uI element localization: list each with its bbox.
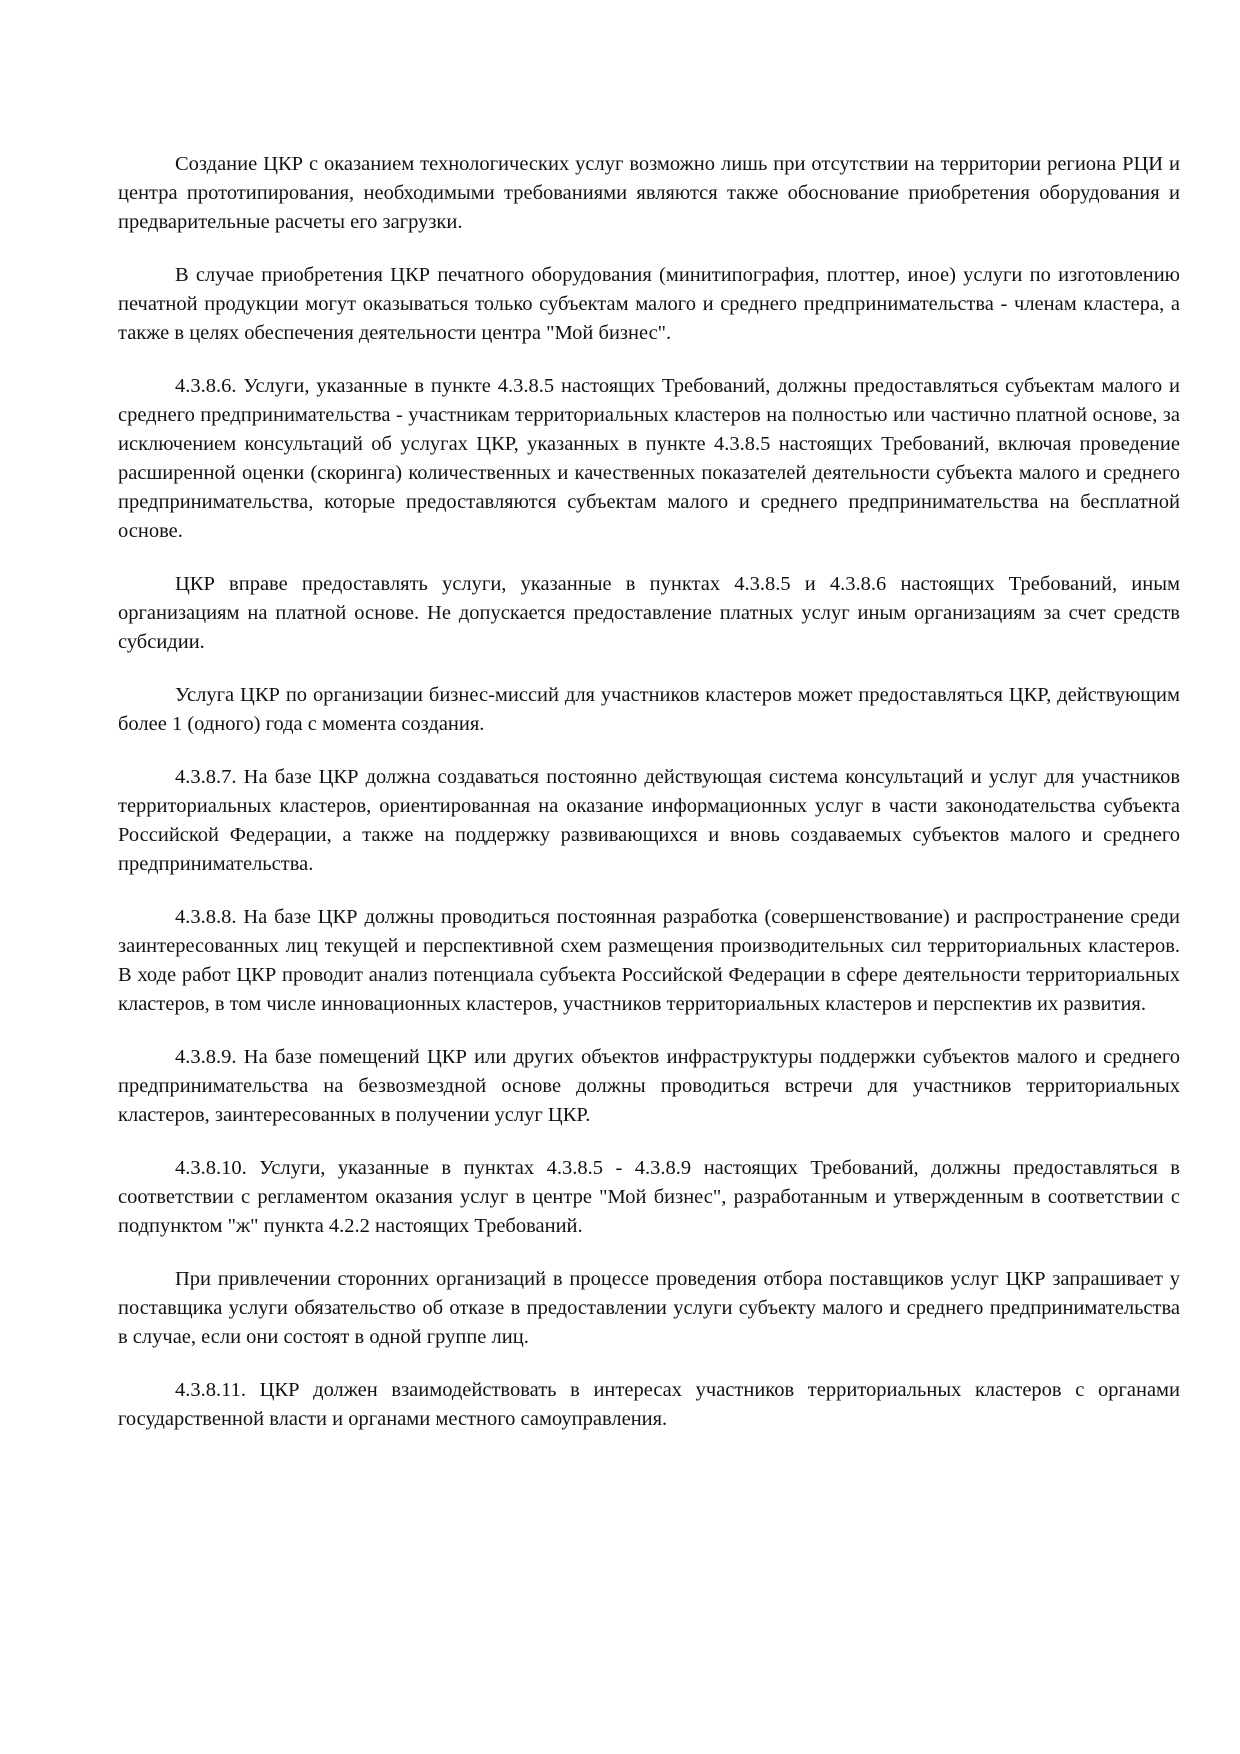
paragraph-paid-services-other-orgs: ЦКР вправе предоставлять услуги, указанные в пунктах 4.3.8.5 и 4.3.8.6 настоящих Требований, иным организациям на платной основе. Не допускается предоставление платных услуг иным организациям за счет средств субсидии. bbox=[118, 573, 1180, 653]
paragraph-4-3-8-10: 4.3.8.10. Услуги, указанные в пунктах 4.3.8.5 - 4.3.8.9 настоящих Требований, должны предоставляться в соответствии с регламентом оказания услуг в центре "Мой бизнес", разработанным и утвержденным в соответствии с подпунктом "ж" пункта 4.2.2 настоящих Требований. bbox=[118, 1157, 1180, 1237]
paragraph-4-3-8-11: 4.3.8.11. ЦКР должен взаимодействовать в интересах участников территориальных кластеров с органами государственной власти и органами местного самоуправления. bbox=[118, 1379, 1180, 1430]
paragraph-4-3-8-6: 4.3.8.6. Услуги, указанные в пункте 4.3.8.5 настоящих Требований, должны предоставляться субъектам малого и среднего предпринимательства - участникам территориальных кластеров на полностью или частично платной основе, за исключением консультаций об услугах ЦКР, указанных в пункте 4.3.8.5 настоящих Требований, включая проведение расширенной оценки (скоринга) количественных и качественных показателей деятельности субъекта малого и среднего предпринимательства, которые предоставляются субъектам малого и среднего предпринимательства на бесплатной основе. bbox=[118, 375, 1180, 542]
paragraph-4-3-8-7: 4.3.8.7. На базе ЦКР должна создаваться постоянно действующая система консультаций и услуг для участников территориальных кластеров, ориентированная на оказание информационных услуг в части законодательства субъекта Российской Федерации, а также на поддержку развивающихся и вновь создаваемых субъектов малого и среднего предпринимательства. bbox=[118, 766, 1180, 875]
paragraph-4-3-8-9: 4.3.8.9. На базе помещений ЦКР или других объектов инфраструктуры поддержки субъектов малого и среднего предпринимательства на безвозмездной основе должны проводиться встречи для участников территориальных кластеров, заинтересованных в получении услуг ЦКР. bbox=[118, 1046, 1180, 1126]
paragraph-tsk-creation-conditions: Создание ЦКР с оказанием технологических услуг возможно лишь при отсутствии на территории региона РЦИ и центра прототипирования, необходимыми требованиями являются также обоснование приобретения оборудования и предварительные расчеты его загрузки. bbox=[118, 153, 1180, 233]
paragraph-4-3-8-8: 4.3.8.8. На базе ЦКР должны проводиться постоянная разработка (совершенствование) и распространение среди заинтересованных лиц текущей и перспективной схем размещения производительных сил территориальных кластеров. В ходе работ ЦКР проводит анализ потенциала субъекта Российской Федерации в сфере деятельности территориальных кластеров, в том числе инновационных кластеров, участников территориальных кластеров и перспектив их развития. bbox=[118, 906, 1180, 1015]
document-page bbox=[118, 150, 1180, 1458]
paragraph-printing-equipment: В случае приобретения ЦКР печатного оборудования (минитипография, плоттер, иное) услуги по изготовлению печатной продукции могут оказываться только субъектам малого и среднего предпринимательства - членам кластера, а также в целях обеспечения деятельности центра "Мой бизнес". bbox=[118, 264, 1180, 344]
paragraph-business-missions: Услуга ЦКР по организации бизнес-миссий для участников кластеров может предоставляться ЦКР, действующим более 1 (одного) года с момента создания. bbox=[118, 684, 1180, 735]
paragraph-third-party-suppliers: При привлечении сторонних организаций в процессе проведения отбора поставщиков услуг ЦКР запрашивает у поставщика услуги обязательство об отказе в предоставлении услуги субъекту малого и среднего предпринимательства в случае, если они состоят в одной группе лиц. bbox=[118, 1268, 1180, 1348]
